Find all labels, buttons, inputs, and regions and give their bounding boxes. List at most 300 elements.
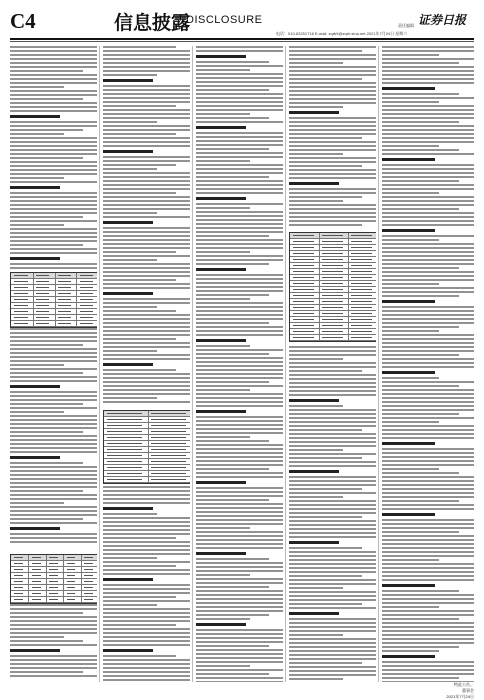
text-line	[382, 54, 439, 56]
text-line	[103, 578, 153, 581]
table-cell-text	[351, 295, 371, 296]
text-line	[103, 525, 190, 527]
text-line	[382, 50, 474, 52]
text-line	[289, 457, 362, 459]
text-line	[10, 518, 83, 520]
text-line	[103, 385, 190, 387]
text-line	[196, 243, 283, 245]
text-line	[289, 62, 343, 64]
text-line	[10, 328, 97, 330]
text-line	[289, 141, 376, 143]
text-line	[382, 555, 474, 557]
table-cell-text	[293, 331, 313, 332]
table-cell-text	[351, 271, 371, 272]
table-cell-text	[80, 317, 93, 318]
table-cell-text	[84, 557, 93, 558]
table-cell-text	[151, 455, 186, 456]
text-line	[103, 156, 190, 158]
table-cell-text	[32, 587, 41, 588]
table-cell-text	[36, 293, 49, 294]
table-cell-text	[293, 241, 313, 242]
text-line	[289, 567, 376, 569]
text-line	[10, 267, 97, 269]
text-line	[289, 133, 376, 135]
text-line	[382, 125, 474, 127]
text-line	[10, 506, 97, 508]
text-line	[382, 472, 459, 474]
data-table	[289, 232, 376, 342]
table-column-divider	[28, 555, 29, 603]
text-line	[196, 168, 283, 170]
table-cell-text	[14, 281, 27, 282]
newspaper-logo: 证券日报	[418, 13, 467, 27]
text-line	[382, 82, 474, 84]
text-line	[10, 435, 97, 437]
text-line	[196, 197, 246, 200]
text-line	[196, 641, 283, 643]
text-line	[382, 346, 474, 348]
table-cell-text	[322, 241, 342, 242]
table-cell-text	[32, 599, 41, 600]
table-cell-text	[107, 473, 142, 474]
table-cell-text	[107, 455, 142, 456]
text-line	[103, 208, 190, 210]
text-line	[10, 462, 83, 464]
text-line	[382, 476, 474, 478]
text-line	[10, 252, 97, 254]
text-line	[103, 369, 176, 371]
text-line	[196, 330, 283, 332]
text-line	[382, 164, 474, 166]
text-line	[103, 363, 153, 366]
table-cell-text	[151, 413, 186, 414]
text-line	[103, 74, 157, 76]
table-cell-text	[322, 325, 342, 326]
text-line	[10, 537, 97, 539]
text-line	[10, 58, 97, 60]
text-line	[10, 129, 83, 131]
text-line	[289, 362, 376, 364]
text-line	[103, 176, 190, 178]
text-line	[289, 480, 376, 482]
text-line	[289, 224, 362, 226]
text-line	[196, 322, 269, 324]
text-line	[196, 326, 283, 328]
text-line	[382, 184, 474, 186]
text-line	[289, 520, 376, 522]
table-cell-text	[58, 287, 71, 288]
text-line	[289, 117, 376, 119]
text-line	[289, 137, 362, 139]
text-line	[289, 532, 376, 534]
text-line	[382, 172, 474, 174]
text-line	[196, 318, 283, 320]
text-line	[382, 129, 474, 131]
text-line	[10, 352, 97, 354]
text-line	[10, 90, 97, 92]
table-cell-text	[14, 287, 27, 288]
text-line	[196, 681, 283, 682]
text-line	[196, 657, 283, 659]
text-line	[103, 318, 190, 320]
text-line	[289, 488, 362, 490]
text-line	[289, 662, 362, 664]
text-line	[382, 267, 459, 269]
text-line	[103, 342, 190, 344]
text-line	[103, 553, 190, 555]
text-line	[196, 562, 283, 564]
text-line	[382, 594, 474, 596]
table-cell-text	[322, 259, 342, 260]
text-line	[10, 620, 97, 622]
table-cell-text	[151, 425, 186, 426]
text-line	[382, 78, 474, 80]
text-line	[289, 86, 376, 88]
table-cell-text	[58, 293, 71, 294]
text-line	[196, 188, 283, 190]
text-line	[289, 188, 376, 190]
text-line	[10, 466, 97, 468]
text-line	[10, 70, 83, 72]
table-cell-text	[107, 461, 142, 462]
table-cell-text	[58, 275, 71, 276]
text-line	[103, 235, 190, 237]
text-line	[103, 624, 176, 626]
table-cell-text	[351, 331, 371, 332]
text-line	[382, 279, 474, 281]
table-cell-text	[293, 265, 313, 266]
text-line	[103, 137, 190, 139]
text-block	[382, 46, 474, 682]
text-line	[103, 58, 190, 60]
text-line	[10, 655, 97, 657]
text-line	[103, 644, 190, 646]
text-line	[196, 136, 283, 138]
text-line	[10, 263, 97, 265]
text-line	[103, 188, 190, 190]
text-line	[10, 470, 97, 472]
table-cell-text	[293, 307, 313, 308]
text-line	[382, 618, 459, 620]
text-line	[196, 231, 283, 233]
text-line	[196, 211, 283, 213]
text-line	[10, 66, 97, 68]
text-line	[289, 541, 339, 544]
text-line	[196, 85, 283, 87]
text-line	[10, 376, 97, 378]
table-cell-text	[80, 311, 93, 312]
text-line	[196, 401, 283, 403]
text-line	[289, 674, 376, 676]
text-block	[289, 346, 376, 682]
table-cell-text	[80, 275, 93, 276]
text-line	[10, 443, 97, 445]
text-line	[196, 227, 283, 229]
text-line	[103, 616, 190, 618]
text-line	[382, 322, 474, 324]
text-line	[103, 54, 190, 56]
table-cell-text	[14, 587, 23, 588]
text-line	[382, 429, 474, 431]
text-line	[196, 456, 283, 458]
text-line	[103, 141, 190, 143]
text-line	[289, 111, 339, 114]
text-line	[289, 165, 362, 167]
text-line	[103, 105, 176, 107]
text-line	[382, 216, 474, 218]
text-line	[196, 117, 269, 119]
text-line	[382, 385, 459, 387]
table-cell-text	[84, 575, 93, 576]
article-column-3	[196, 46, 283, 682]
text-line	[103, 549, 190, 551]
text-line	[382, 300, 435, 303]
text-line	[196, 255, 283, 257]
text-line	[196, 61, 269, 63]
text-line	[103, 513, 157, 515]
text-line	[382, 229, 435, 232]
text-line	[382, 606, 439, 608]
text-line	[196, 594, 283, 596]
table-cell-text	[84, 599, 93, 600]
text-line	[382, 673, 474, 675]
text-line	[196, 432, 283, 434]
text-line	[10, 181, 97, 183]
text-line	[382, 212, 474, 214]
text-line	[289, 508, 376, 510]
text-line	[10, 165, 97, 167]
text-line	[289, 192, 376, 194]
text-line	[103, 227, 190, 229]
text-line	[10, 403, 83, 405]
table-cell-text	[14, 299, 27, 300]
table-row	[11, 597, 97, 603]
text-line	[382, 442, 435, 445]
table-cell-text	[322, 289, 342, 290]
table-cell-text	[80, 287, 93, 288]
text-line	[196, 381, 269, 383]
text-line	[10, 541, 97, 543]
table-cell-text	[84, 563, 93, 564]
text-line	[10, 115, 60, 118]
text-line	[289, 441, 376, 443]
text-line	[382, 650, 439, 652]
table-cell-text	[351, 319, 371, 320]
text-line	[196, 606, 283, 608]
text-line	[289, 74, 376, 76]
text-line	[382, 488, 474, 490]
text-line	[103, 221, 153, 224]
text-line	[289, 366, 376, 368]
text-line	[289, 66, 376, 68]
table-cell-text	[351, 283, 371, 284]
text-line	[382, 571, 474, 573]
text-line	[196, 618, 250, 620]
text-line	[196, 578, 283, 580]
table-cell-text	[36, 287, 49, 288]
text-line	[382, 437, 474, 439]
text-line	[382, 655, 435, 658]
text-line	[289, 374, 376, 376]
text-line	[382, 590, 459, 592]
text-line	[103, 401, 190, 403]
text-line	[10, 208, 97, 210]
text-line	[382, 531, 459, 533]
text-line	[10, 46, 97, 48]
table-cell-text	[322, 247, 342, 248]
text-line	[289, 157, 376, 159]
text-line	[103, 322, 190, 324]
text-line	[10, 649, 60, 652]
text-line	[382, 362, 474, 364]
text-line	[103, 259, 157, 261]
text-line	[103, 184, 190, 186]
text-line	[289, 173, 376, 175]
text-line	[196, 385, 283, 387]
text-line	[382, 563, 474, 565]
text-line	[382, 598, 474, 600]
table-cell-text	[351, 259, 371, 260]
table-column-divider	[76, 273, 77, 327]
text-line	[196, 172, 283, 174]
text-line	[289, 650, 376, 652]
text-line	[289, 559, 376, 561]
text-line	[382, 539, 474, 541]
text-line	[10, 427, 97, 429]
text-line	[382, 192, 439, 194]
text-line	[196, 590, 283, 592]
text-line	[196, 420, 283, 422]
text-line	[196, 294, 269, 296]
table-cell-text	[293, 337, 313, 338]
text-line	[289, 626, 376, 628]
text-line	[382, 235, 474, 237]
table-cell-text	[322, 277, 342, 278]
text-line	[382, 602, 474, 604]
text-line	[289, 666, 376, 668]
table-cell-text	[58, 323, 71, 324]
text-line	[196, 661, 283, 663]
text-line	[382, 559, 439, 561]
text-line	[382, 338, 474, 340]
text-line	[10, 494, 97, 496]
text-line	[10, 186, 60, 189]
table-cell-text	[67, 575, 76, 576]
text-line	[103, 62, 190, 64]
text-line	[289, 161, 376, 163]
text-line	[289, 405, 343, 407]
text-line	[289, 370, 362, 372]
text-line	[10, 62, 97, 64]
table-cell-text	[14, 305, 27, 306]
text-line	[103, 663, 190, 665]
text-line	[196, 365, 283, 367]
text-line	[103, 381, 190, 383]
text-line	[382, 677, 459, 679]
text-line	[10, 510, 97, 512]
text-line	[103, 640, 190, 642]
table-cell-text	[293, 259, 313, 260]
text-line	[196, 566, 283, 568]
text-line	[382, 220, 474, 222]
text-block	[196, 46, 283, 682]
text-line	[289, 425, 376, 427]
text-line	[196, 73, 283, 75]
table-cell-text	[36, 275, 49, 276]
text-line	[103, 389, 190, 391]
text-line	[10, 232, 97, 234]
text-line	[196, 460, 283, 462]
text-line	[382, 283, 439, 285]
text-line	[382, 251, 474, 253]
text-line	[289, 409, 376, 411]
text-line	[196, 278, 283, 280]
text-line	[289, 642, 376, 644]
text-line	[10, 385, 60, 388]
text-line	[103, 565, 176, 567]
text-line	[10, 675, 97, 677]
text-line	[10, 240, 97, 242]
table-cell-text	[107, 413, 142, 414]
text-line	[196, 298, 250, 300]
table-cell-text	[80, 293, 93, 294]
table-cell-text	[32, 575, 41, 576]
text-line	[289, 350, 376, 352]
text-line	[103, 529, 190, 531]
text-line	[10, 82, 97, 84]
table-cell-text	[14, 575, 23, 576]
table-cell-text	[293, 295, 313, 296]
table-cell-text	[151, 419, 186, 420]
text-line	[10, 482, 97, 484]
table-cell-text	[351, 265, 371, 266]
text-line	[382, 480, 474, 482]
text-line	[196, 519, 283, 521]
text-line	[289, 94, 376, 96]
text-line	[10, 431, 83, 433]
table-cell-text	[151, 461, 186, 462]
text-line	[382, 255, 474, 257]
text-line	[103, 129, 190, 131]
text-line	[196, 203, 283, 205]
text-line	[196, 339, 246, 342]
text-line	[289, 536, 376, 538]
text-line	[10, 169, 97, 171]
table-cell-text	[58, 281, 71, 282]
text-line	[103, 486, 190, 488]
text-line	[103, 314, 190, 316]
text-line	[382, 145, 439, 147]
text-line	[10, 514, 97, 516]
text-line	[10, 474, 97, 476]
text-line	[196, 247, 283, 249]
text-line	[196, 586, 269, 588]
text-line	[196, 274, 283, 276]
text-line	[289, 437, 376, 439]
text-line	[289, 476, 376, 478]
text-line	[103, 498, 190, 500]
text-line	[10, 137, 97, 139]
text-line	[196, 345, 250, 347]
text-line	[382, 452, 474, 454]
text-line	[103, 275, 190, 277]
text-line	[289, 354, 376, 356]
text-line	[196, 121, 283, 123]
text-line	[196, 152, 283, 154]
text-line	[196, 539, 283, 541]
text-line	[289, 413, 376, 415]
table-cell-text	[49, 563, 58, 564]
